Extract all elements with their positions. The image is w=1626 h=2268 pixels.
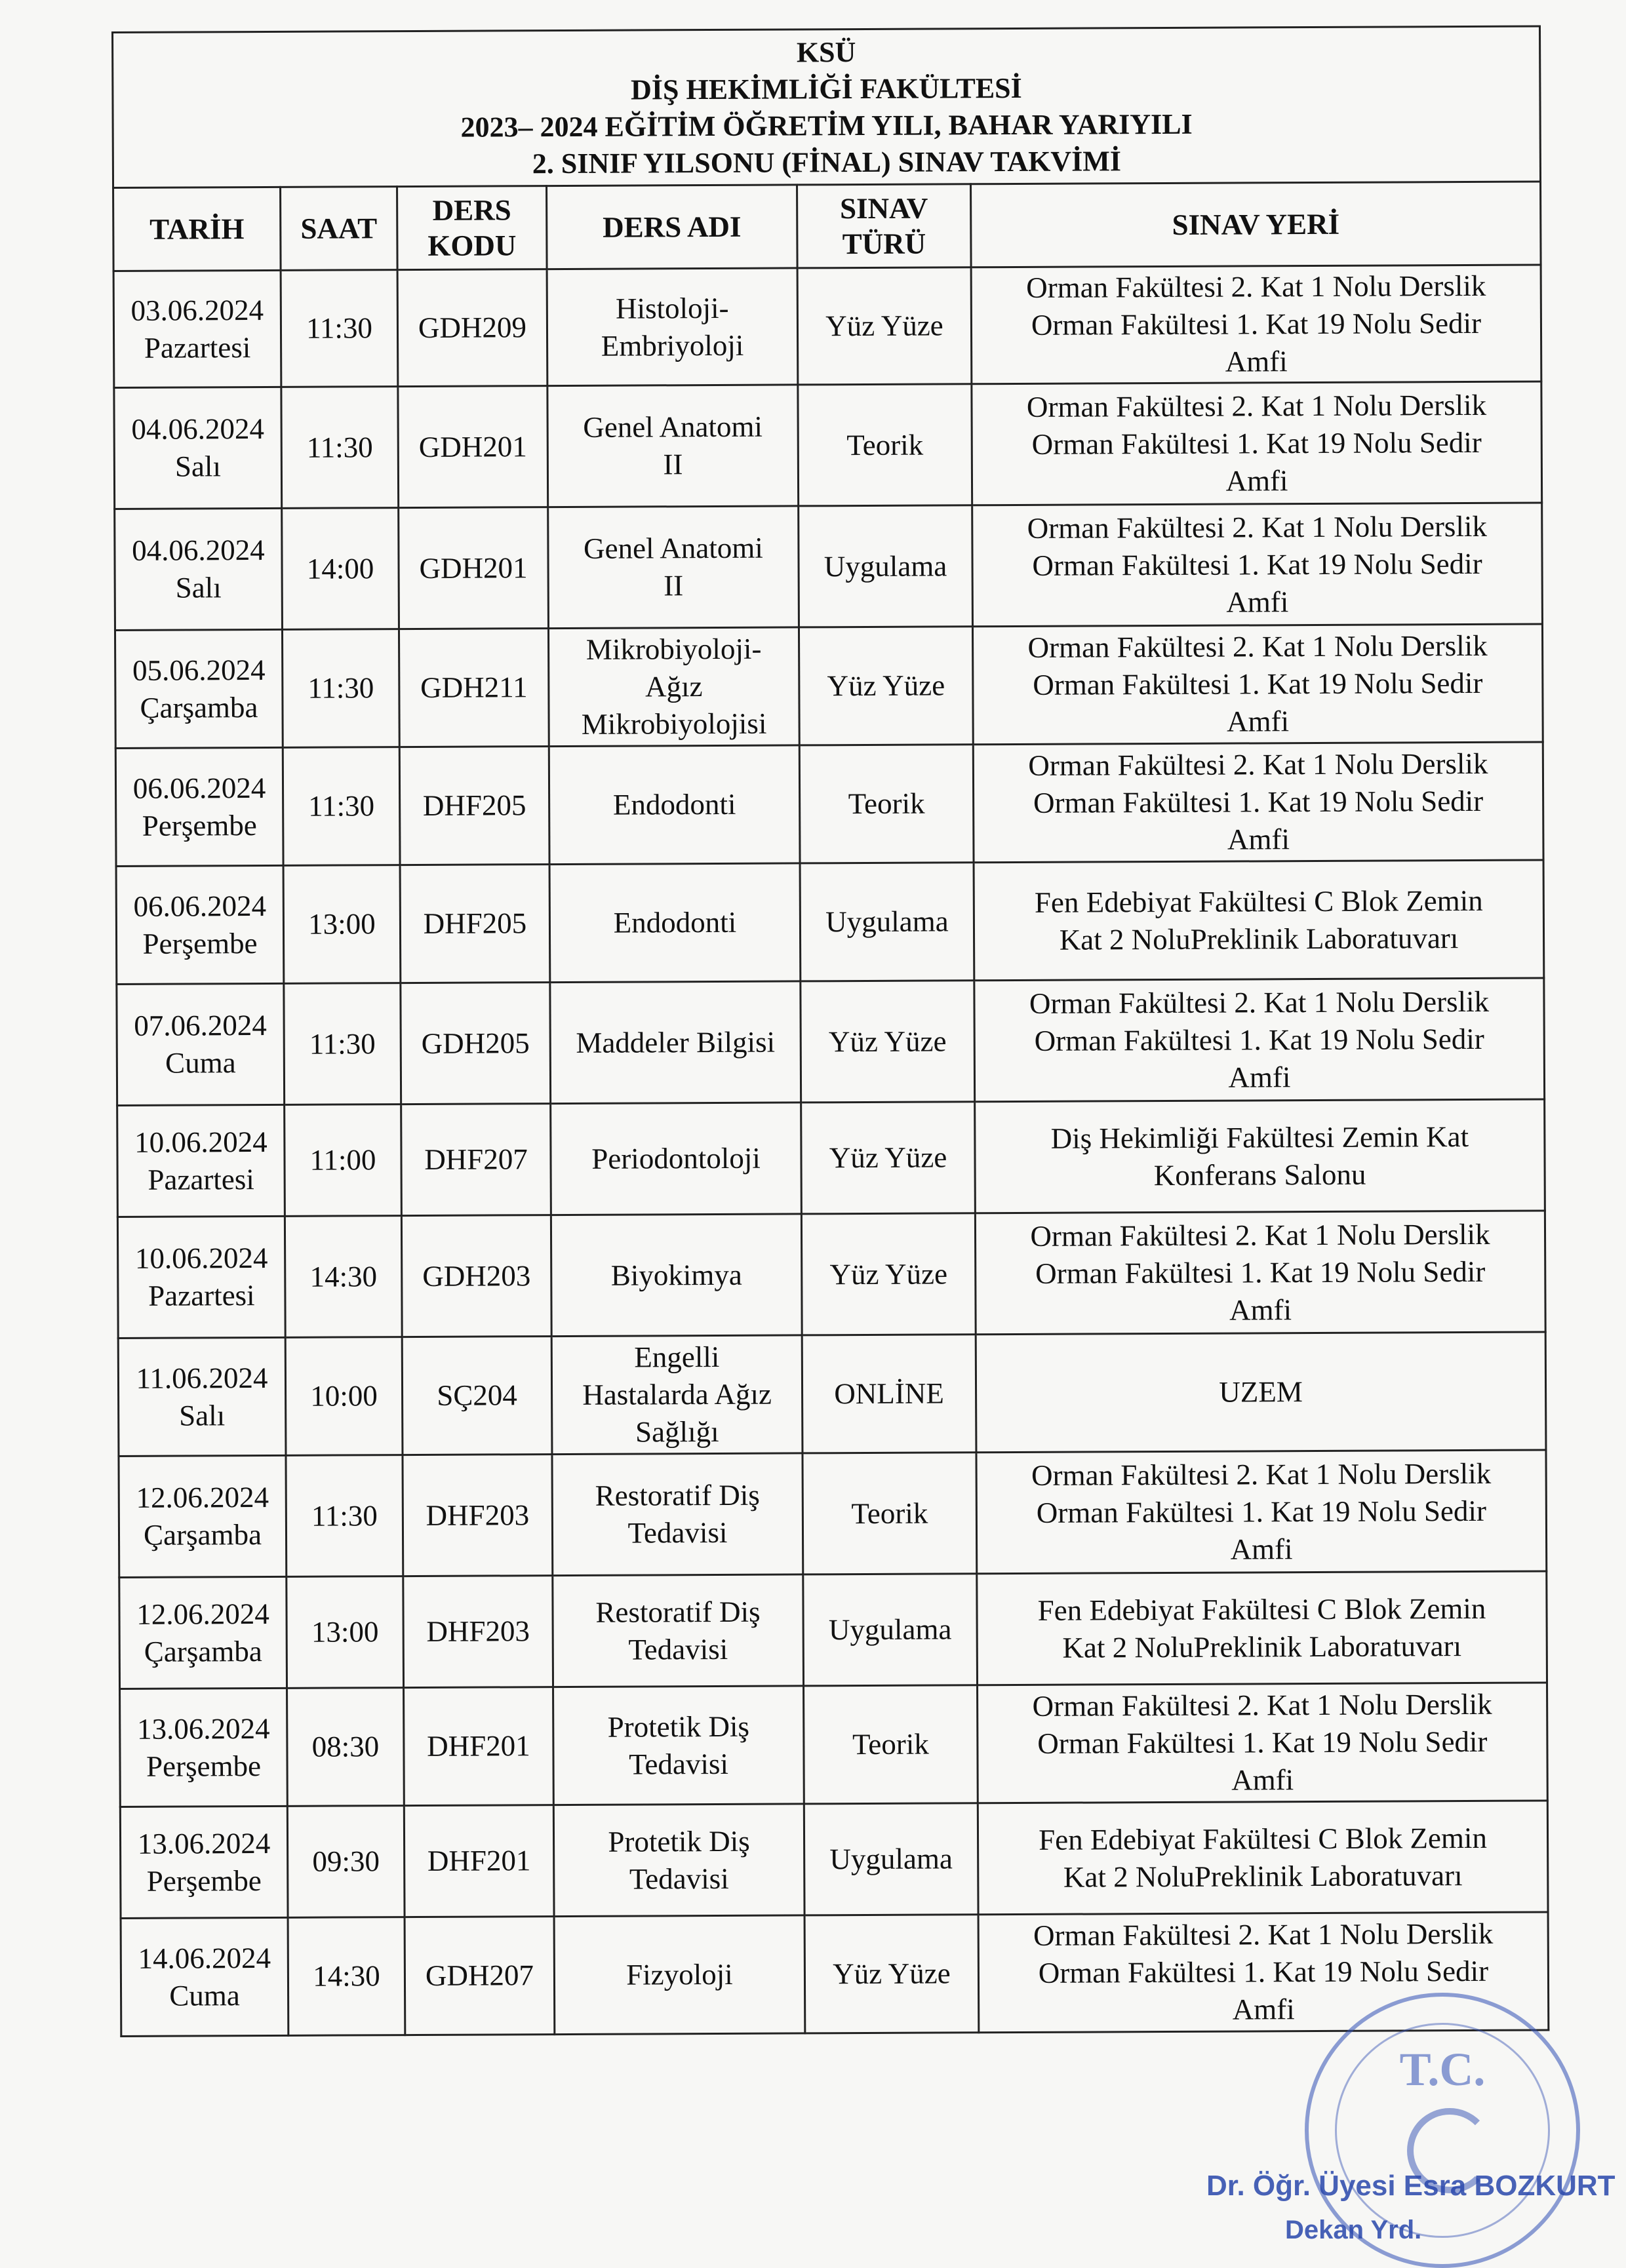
cell-exam-type: Teorik: [803, 1453, 977, 1574]
column-header-type: [797, 184, 972, 268]
cell-course-code: GDH203: [401, 1215, 551, 1337]
cell-course-name-line: Restoratif Diş: [595, 1478, 760, 1512]
cell-exam-place: [975, 1099, 1545, 1213]
table-row: [117, 978, 1545, 1105]
exam-date: 04.06.2024: [132, 533, 265, 567]
cell-exam-place: [977, 1571, 1547, 1685]
cell-course-code: DHF203: [403, 1455, 553, 1576]
cell-course-name: [549, 745, 800, 865]
cell-date: [119, 1455, 287, 1577]
cell-exam-place-line: Amfi: [1226, 585, 1289, 619]
cell-exam-place-line: Orman Fakültesi 1. Kat 19 Nolu Sedir: [1031, 306, 1482, 342]
exam-date: 04.06.2024: [131, 412, 265, 446]
column-header-name: DERS ADI: [547, 185, 798, 269]
cell-time: 11:30: [283, 747, 400, 866]
exam-day: Perşembe: [146, 1864, 262, 1898]
exam-date: 07.06.2024: [134, 1008, 267, 1042]
exam-day: Cuma: [169, 1978, 240, 2012]
cell-course-name: [552, 1453, 803, 1576]
cell-course-name-line: Maddeler Bilgisi: [576, 1025, 776, 1059]
cell-course-name: [551, 1335, 803, 1455]
cell-course-name: [549, 863, 801, 983]
table-row: [117, 1211, 1545, 1338]
column-header-code-line2: KODU: [427, 229, 517, 262]
cell-course-code: DHF205: [400, 865, 550, 983]
cell-exam-place: [978, 1801, 1548, 1915]
cell-course-code: GDH211: [399, 629, 549, 747]
cell-time: 11:30: [281, 270, 398, 387]
cell-course-name: [554, 1915, 805, 2035]
table-row: [113, 265, 1541, 387]
cell-exam-place-line: Amfi: [1227, 823, 1290, 856]
cell-exam-place-line: Orman Fakültesi 2. Kat 1 Nolu Derslik: [1027, 629, 1488, 664]
cell-exam-place-line: Orman Fakültesi 2. Kat 1 Nolu Derslik: [1029, 985, 1490, 1020]
cell-time: 11:30: [281, 387, 399, 509]
cell-exam-place-line: Orman Fakültesi 1. Kat 19 Nolu Sedir: [1037, 1725, 1488, 1760]
exam-day: Salı: [174, 450, 222, 483]
cell-time: 14:30: [288, 1917, 405, 2036]
cell-time: 10:00: [285, 1337, 403, 1456]
cell-exam-place-line: Fen Edebiyat Fakültesi C Blok Zemin: [1037, 1592, 1486, 1627]
cell-exam-place-line: Diş Hekimliği Fakültesi Zemin Kat: [1050, 1120, 1469, 1155]
cell-exam-place: [972, 381, 1542, 505]
cell-course-code: SÇ204: [402, 1337, 552, 1455]
cell-exam-place: [972, 624, 1543, 745]
exam-day: Cuma: [165, 1046, 236, 1080]
cell-course-name-line: Sağlığı: [635, 1415, 719, 1449]
table-row: [115, 742, 1543, 866]
cell-exam-place-line: Amfi: [1228, 1060, 1291, 1094]
column-header-type-line1: SINAV: [839, 191, 928, 225]
cell-exam-place: [976, 1450, 1547, 1574]
cell-time: 14:30: [285, 1216, 402, 1338]
cell-time: 08:30: [287, 1688, 405, 1807]
exam-date: 10.06.2024: [134, 1241, 268, 1275]
cell-exam-place-line: Orman Fakültesi 1. Kat 19 Nolu Sedir: [1031, 425, 1482, 461]
table-row: [119, 1571, 1547, 1689]
cell-course-name-line: Mikrobiyolojisi: [581, 707, 767, 741]
stamp-text: T.C.: [1399, 2043, 1486, 2096]
cell-course-name: [548, 506, 799, 629]
cell-date: [118, 1337, 286, 1456]
cell-exam-type: Yüz Yüze: [801, 981, 975, 1103]
header-academic-year: 2023– 2024 EĞİTİM ÖĞRETİM YILI, BAHAR YARIYILI: [460, 108, 1193, 144]
column-header-type-line2: TÜRÜ: [842, 227, 926, 261]
exam-date: 12.06.2024: [136, 1597, 269, 1631]
column-header-code: [397, 186, 547, 270]
cell-exam-place-line: Orman Fakültesi 1. Kat 19 Nolu Sedir: [1036, 1494, 1487, 1529]
cell-course-name-line: Genel Anatomi: [583, 410, 763, 444]
table-row: [119, 1450, 1547, 1577]
cell-exam-place-line: Fen Edebiyat Fakültesi C Blok Zemin: [1039, 1821, 1487, 1856]
cell-exam-place-line: Orman Fakültesi 1. Kat 19 Nolu Sedir: [1033, 784, 1484, 819]
cell-exam-place-line: Kat 2 NoluPreklinik Laboratuvarı: [1062, 1629, 1462, 1664]
cell-exam-place-line: Amfi: [1229, 1293, 1292, 1327]
cell-exam-place-line: Konferans Salonu: [1153, 1158, 1366, 1192]
signatory-name: Dr. Öğr. Üyesi Esra BOZKURT: [1206, 2170, 1616, 2202]
table-row: [117, 1099, 1545, 1217]
table-row: [118, 1332, 1546, 1456]
cell-date: [115, 508, 283, 630]
cell-course-name-line: Restoratif Diş: [595, 1595, 761, 1629]
cell-exam-type: ONLİNE: [802, 1335, 976, 1453]
cell-exam-place-line: Amfi: [1232, 1993, 1295, 2026]
cell-exam-type: Teorik: [798, 384, 972, 506]
cell-exam-place-line: Orman Fakültesi 2. Kat 1 Nolu Derslik: [1026, 269, 1486, 304]
cell-course-name: [553, 1686, 804, 1805]
header-university: KSÜ: [796, 36, 856, 69]
cell-course-name-line: Fizyoloji: [626, 1957, 733, 1991]
cell-time: 13:00: [287, 1576, 404, 1689]
cell-exam-place-line: Amfi: [1230, 1532, 1293, 1566]
exam-day: Pazartesi: [148, 1162, 254, 1196]
cell-exam-place-line: Orman Fakültesi 1. Kat 19 Nolu Sedir: [1034, 1022, 1484, 1057]
exam-day: Çarşamba: [140, 690, 258, 724]
cell-course-name-line: Biyokimya: [610, 1258, 742, 1292]
cell-course-name-line: Tedavisi: [629, 1747, 729, 1781]
cell-course-code: DHF205: [399, 747, 549, 865]
column-header-code-line1: DERS: [432, 193, 511, 227]
cell-course-code: GDH201: [398, 386, 548, 508]
cell-exam-place: [974, 978, 1545, 1102]
exam-day: Çarşamba: [143, 1518, 262, 1552]
cell-course-name: [551, 1214, 802, 1337]
cell-exam-place: [972, 503, 1543, 627]
cell-exam-place: [976, 1332, 1546, 1453]
cell-course-name-line: Protetik Diş: [608, 1824, 750, 1858]
cell-course-name-line: Protetik Diş: [607, 1710, 750, 1744]
cell-exam-place-line: Kat 2 NoluPreklinik Laboratuvarı: [1063, 1858, 1463, 1894]
signatory-title: Dekan Yrd.: [1285, 2216, 1422, 2244]
cell-course-name-line: Tedavisi: [628, 1632, 728, 1666]
cell-time: 14:00: [282, 508, 399, 630]
document-header: [111, 25, 1541, 187]
cell-exam-place-line: Orman Fakültesi 2. Kat 1 Nolu Derslik: [1033, 1917, 1494, 1952]
exam-date: 10.06.2024: [134, 1125, 268, 1159]
exam-date: 12.06.2024: [136, 1480, 269, 1514]
cell-exam-type: Yüz Yüze: [799, 627, 973, 745]
cell-time: 11:30: [284, 983, 401, 1105]
cell-exam-place: [971, 265, 1541, 384]
table-row: [115, 624, 1543, 748]
cell-date: [119, 1576, 287, 1689]
cell-course-code: DHF201: [404, 1805, 554, 1917]
cell-exam-type: Yüz Yüze: [797, 267, 972, 385]
cell-course-name: [553, 1574, 804, 1687]
cell-date: [115, 629, 283, 748]
table-row: [115, 503, 1543, 630]
cell-course-code: GDH205: [401, 983, 551, 1105]
cell-course-name: [550, 981, 801, 1104]
exam-day: Salı: [179, 1398, 226, 1432]
cell-date: [117, 1216, 285, 1338]
cell-course-name-line: Mikrobiyoloji-: [585, 632, 762, 666]
exam-date: 13.06.2024: [136, 1711, 270, 1746]
cell-exam-place-line: Fen Edebiyat Fakültesi C Blok Zemin: [1034, 884, 1483, 919]
exam-date: 05.06.2024: [132, 653, 266, 687]
cell-exam-place-line: Orman Fakültesi 1. Kat 19 Nolu Sedir: [1038, 1954, 1489, 1989]
exam-day: Perşembe: [142, 808, 257, 842]
cell-course-name-line: Tedavisi: [627, 1515, 728, 1550]
cell-exam-place-line: Orman Fakültesi 2. Kat 1 Nolu Derslik: [1026, 388, 1487, 423]
cell-exam-type: Teorik: [804, 1685, 978, 1804]
exam-date: 06.06.2024: [133, 889, 267, 923]
cell-exam-place-line: UZEM: [1219, 1375, 1303, 1409]
cell-course-code: GDH207: [405, 1917, 555, 2035]
cell-exam-place-line: Amfi: [1231, 1763, 1294, 1797]
cell-time: 09:30: [287, 1806, 405, 1918]
cell-course-name-line: Periodontoloji: [591, 1141, 761, 1175]
cell-course-code: DHF207: [401, 1104, 551, 1216]
exam-date: 06.06.2024: [132, 771, 266, 805]
cell-exam-place-line: Orman Fakültesi 1. Kat 19 Nolu Sedir: [1035, 1255, 1486, 1290]
cell-course-name-line: Hastalarda Ağız: [582, 1377, 772, 1411]
cell-course-name-line: Histoloji-: [615, 291, 729, 325]
cell-exam-place: [974, 860, 1544, 981]
exam-day: Çarşamba: [144, 1634, 262, 1668]
cell-date: [114, 387, 282, 509]
cell-exam-place-line: Amfi: [1225, 345, 1288, 378]
cell-exam-place-line: Orman Fakültesi 1. Kat 19 Nolu Sedir: [1032, 547, 1482, 582]
cell-exam-place-line: Orman Fakültesi 1. Kat 19 Nolu Sedir: [1033, 666, 1483, 701]
cell-exam-place-line: Orman Fakültesi 2. Kat 1 Nolu Derslik: [1032, 1687, 1492, 1723]
cell-course-name: [547, 385, 799, 507]
cell-course-name-line: Embriyoloji: [601, 328, 744, 362]
cell-course-name: [547, 268, 798, 386]
table-header-row: [113, 182, 1541, 271]
cell-date: [117, 1105, 285, 1217]
cell-course-code: GDH209: [397, 269, 547, 387]
cell-time: 11:30: [282, 629, 399, 748]
table-row: [116, 860, 1544, 984]
cell-course-name: [553, 1804, 804, 1917]
cell-course-name-line: Ağız: [645, 670, 703, 703]
cell-exam-type: Uygulama: [803, 1574, 978, 1686]
exam-date: 11.06.2024: [136, 1361, 268, 1395]
cell-exam-place: [975, 1211, 1545, 1335]
cell-time: 13:00: [283, 865, 401, 984]
cell-time: 11:00: [285, 1105, 402, 1217]
cell-exam-place-line: Amfi: [1225, 463, 1288, 498]
table-row: [120, 1801, 1548, 1918]
exam-day: Salı: [175, 571, 222, 604]
cell-course-name: [551, 1103, 802, 1215]
cell-course-name-line: Endodonti: [613, 905, 737, 939]
cell-course-name-line: Tedavisi: [629, 1862, 729, 1896]
cell-exam-place-line: Orman Fakültesi 2. Kat 1 Nolu Derslik: [1031, 1457, 1492, 1492]
cell-course-name-line: II: [664, 569, 684, 602]
cell-course-name-line: Engelli: [634, 1340, 720, 1374]
exam-date: 14.06.2024: [138, 1941, 271, 1975]
exam-day: Pazartesi: [144, 330, 251, 364]
column-header-date: TARİH: [113, 187, 281, 271]
cell-date: [117, 983, 285, 1105]
exam-schedule-table: [112, 180, 1549, 2037]
cell-course-name: [548, 627, 799, 747]
cell-date: [120, 1688, 288, 1807]
header-schedule-title: 2. SINIF YILSONU (FİNAL) SINAV TAKVİMİ: [532, 145, 1122, 180]
exam-day: Pazartesi: [148, 1279, 255, 1312]
cell-course-code: GDH201: [399, 507, 549, 629]
cell-date: [120, 1806, 288, 1918]
header-faculty: DİŞ HEKİMLİĞİ FAKÜLTESİ: [630, 71, 1022, 106]
cell-exam-type: Uygulama: [804, 1803, 978, 1915]
cell-exam-place: [978, 1683, 1548, 1803]
cell-course-name-line: Genel Anatomi: [583, 531, 763, 565]
cell-course-code: DHF201: [404, 1687, 554, 1806]
exam-day: Perşembe: [142, 926, 258, 960]
exam-date: 03.06.2024: [130, 293, 264, 327]
exam-schedule-document: [111, 25, 1549, 2037]
signature-block: [1206, 2170, 1616, 2244]
cell-exam-place-line: Amfi: [1226, 705, 1290, 738]
cell-exam-type: Teorik: [799, 745, 974, 863]
cell-date: [115, 747, 283, 866]
cell-exam-place-line: Orman Fakültesi 2. Kat 1 Nolu Derslik: [1027, 509, 1487, 545]
table-row: [114, 381, 1542, 509]
cell-exam-type: Uygulama: [800, 863, 974, 981]
cell-exam-type: Yüz Yüze: [801, 1102, 976, 1214]
cell-exam-type: Yüz Yüze: [804, 1915, 979, 2033]
table-body: [113, 265, 1549, 2036]
column-header-time: SAAT: [281, 187, 398, 271]
cell-time: 11:30: [286, 1455, 403, 1577]
cell-exam-type: Uygulama: [799, 505, 973, 627]
cell-exam-place-line: Orman Fakültesi 2. Kat 1 Nolu Derslik: [1028, 747, 1488, 782]
exam-date: 13.06.2024: [137, 1826, 271, 1860]
cell-exam-place-line: Orman Fakültesi 2. Kat 1 Nolu Derslik: [1030, 1217, 1490, 1253]
table-row: [121, 1912, 1549, 2036]
cell-exam-place-line: Kat 2 NoluPreklinik Laboratuvarı: [1059, 921, 1459, 956]
cell-date: [121, 1917, 288, 2036]
table-row: [120, 1683, 1548, 1807]
exam-day: Perşembe: [146, 1749, 262, 1783]
column-header-place: SINAV YERİ: [971, 182, 1541, 267]
cell-course-code: DHF203: [403, 1576, 553, 1688]
cell-exam-place: [973, 742, 1543, 863]
cell-exam-type: Yüz Yüze: [801, 1213, 976, 1335]
cell-course-name-line: II: [663, 448, 683, 481]
cell-date: [116, 865, 284, 984]
cell-date: [113, 270, 281, 387]
cell-course-name-line: Endodonti: [612, 787, 736, 821]
